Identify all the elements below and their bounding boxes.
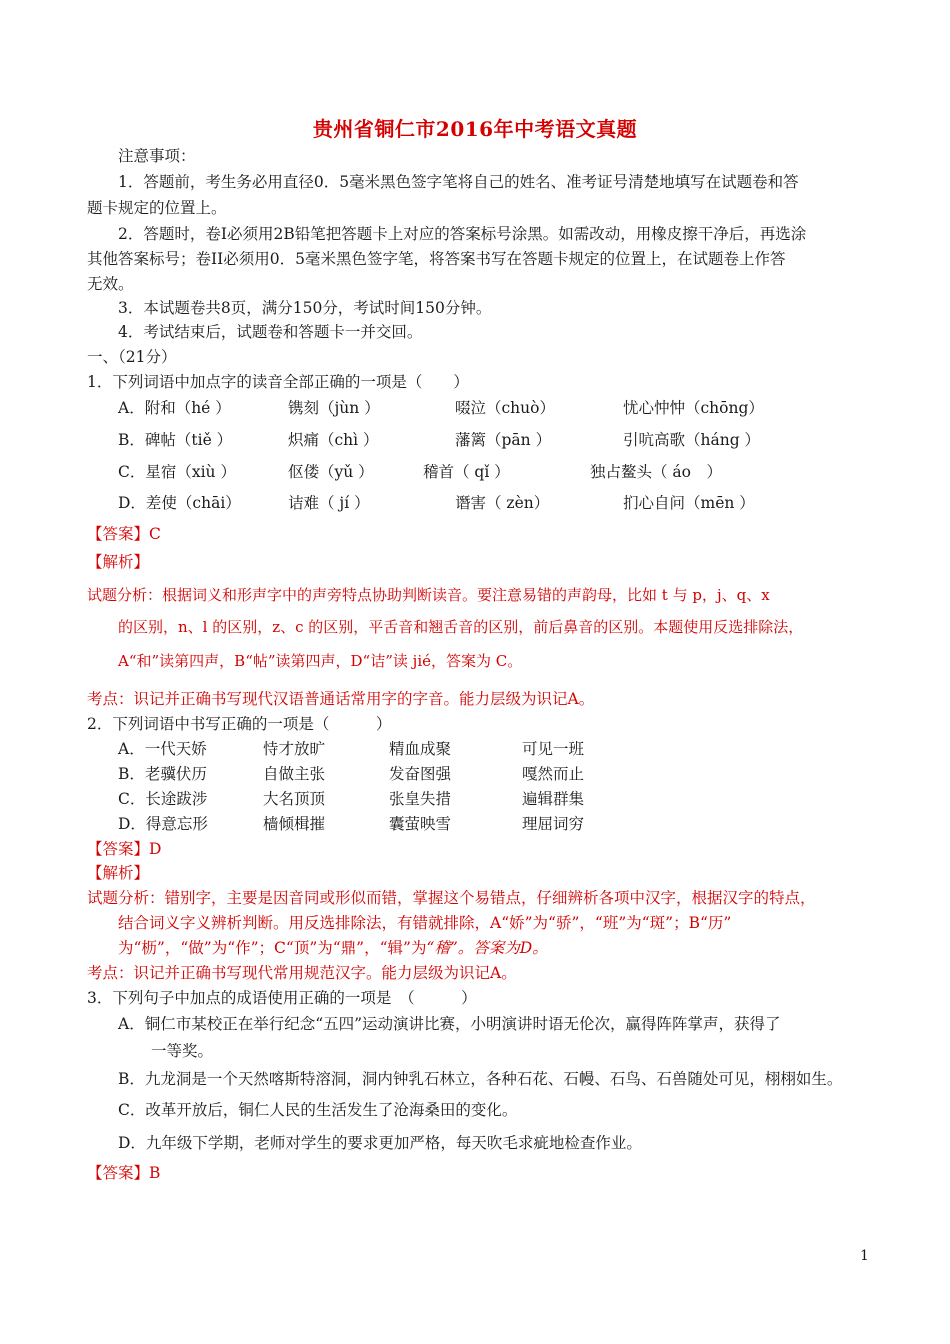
q2-option-d-1: D．得意忘形	[118, 815, 208, 833]
notice-item-2-line-3: 无效。	[87, 275, 134, 293]
q2-option-a-3: 精血成聚	[389, 740, 452, 758]
q2-kaodian: 考点：识记并正确书写现代常用规范汉字。能力层级为识记A。	[87, 964, 517, 982]
q2-option-d-2: 樯倾楫摧	[263, 815, 326, 833]
q2-option-a-1: A．一代天娇	[118, 740, 207, 758]
q1-option-c-2: 伛偻（yǔ ）	[288, 463, 374, 481]
q3-answer: 【答案】B	[87, 1164, 161, 1182]
notice-item-3: 3．本试题卷共8页，满分150分，考试时间150分钟。	[118, 299, 492, 317]
q2-analysis-line-1: 试题分析：错别字，主要是因音同或形似而错，掌握这个易错点，仔细辨析各项中汉字，根据汉字的特点，	[87, 889, 816, 907]
q3-option-b: B．九龙洞是一个天然喀斯特溶洞，洞内钟乳石林立，各种石花、石幔、石鸟、石兽随处可见，栩栩如生。	[118, 1070, 843, 1088]
q2-option-c-4: 遍辑群集	[522, 790, 585, 808]
q2-option-c-2: 大名顶顶	[263, 790, 326, 808]
q1-analysis-line-2: 的区别，n、l 的区别，z、c 的区别，平舌音和翘舌音的区别，前后鼻音的区别。本题使用反选排除法，	[118, 618, 804, 636]
q1-option-a-4: 忧心忡忡（chōng）	[623, 399, 764, 417]
q2-option-a-4: 可见一班	[522, 740, 585, 758]
question-1-stem: 1．下列词语中加点字的读音全部正确的一项是（ ）	[87, 373, 469, 391]
q1-option-b-4: 引吭高歌（háng ）	[623, 431, 761, 449]
q2-analysis-line-3a: 为“枥”，“做”为“作”；C“顶”为“鼎”，“辑”为	[118, 939, 427, 957]
question-3-stem: 3．下列句子中加点的成语使用正确的一项是 （ ）	[87, 989, 477, 1007]
question-2-stem: 2．下列词语中书写正确的一项是（ ）	[87, 715, 392, 733]
q1-option-a-3: 啜泣（chuò）	[455, 399, 555, 417]
q1-option-a-2: 镌刻（jùn ）	[288, 399, 380, 417]
section-heading-1: 一、（21分）	[87, 348, 177, 366]
q1-option-b-1: B．碑帖（tiě ）	[118, 431, 233, 449]
q1-option-a-1: A．附和（hé ）	[118, 399, 231, 417]
q1-option-d-3: 谮害（ zèn）	[455, 494, 550, 512]
q2-analysis-line-3	[118, 937, 548, 959]
q1-kaodian: 考点：识记并正确书写现代汉语普通话常用字的字音。能力层级为识记A。	[87, 690, 595, 708]
q2-analysis-line-2: 结合词义字义辨析判断。用反选排除法，有错就排除，A“娇”为“骄”，“班”为“斑”；B“历”	[118, 914, 732, 932]
q1-analysis-label: 【解析】	[87, 553, 150, 571]
notice-item-4: 4．考试结束后，试题卷和答题卡一并交回。	[118, 323, 423, 341]
q1-option-c-4: 独占鳌头（ áo ）	[590, 463, 723, 481]
notice-heading: 注意事项：	[118, 147, 196, 165]
q1-analysis-line-1: 试题分析：根据词义和形声字中的声旁特点协助判断读音。要注意易错的声韵母，比如 t 与 p，j、q、x	[87, 586, 770, 604]
q3-option-a-line-1: A．铜仁市某校正在举行纪念“五四”运动演讲比赛，小明演讲时语无伦次，赢得阵阵掌声，获得了	[118, 1015, 781, 1033]
q2-analysis-line-3b: “稽”。答案为D。	[426, 939, 548, 957]
page-title: 贵州省铜仁市2016年中考语文真题	[312, 117, 638, 141]
q2-option-a-2: 恃才放旷	[263, 740, 326, 758]
q2-option-d-3: 囊萤映雪	[389, 815, 452, 833]
q2-option-b-2: 自做主张	[263, 765, 326, 783]
notice-item-2-line-1: 2．答题时，卷I必须用2B铅笔把答题卡上对应的答案标号涂黑。如需改动，用橡皮擦干净后，再选涂	[118, 225, 807, 243]
q2-analysis-label: 【解析】	[87, 864, 150, 882]
notice-item-1-line-1: 1．答题前，考生务必用直径0．5毫米黑色签字笔将自己的姓名、准考证号清楚地填写在试题卷和答	[118, 173, 799, 191]
q3-option-d: D．九年级下学期，老师对学生的要求更加严格，每天吹毛求疵地检查作业。	[118, 1134, 642, 1152]
q1-analysis-line-3: A“和”读第四声，B“帖”读第四声，D“诘”读 jié，答案为 C。	[118, 652, 523, 670]
notice-item-2-line-2: 其他答案标号；卷II必须用0．5毫米黑色签字笔，将答案书写在答题卡规定的位置上，在试题卷上作答	[87, 250, 786, 268]
q3-option-c: C．改革开放后，铜仁人民的生活发生了沧海桑田的变化。	[118, 1101, 518, 1119]
q1-option-c-1: C．星宿（xiù ）	[118, 463, 236, 481]
q2-option-c-1: C．长途跋涉	[118, 790, 208, 808]
page-number: 1	[860, 1248, 869, 1264]
q1-option-d-1: D．差使（chāi）	[118, 494, 241, 512]
q2-option-c-3: 张皇失措	[389, 790, 452, 808]
notice-item-1-line-2: 题卡规定的位置上。	[87, 199, 227, 217]
q1-option-b-2: 炽痛（chì ）	[288, 431, 379, 449]
q2-option-b-4: 嘎然而止	[522, 765, 585, 783]
q1-option-d-2: 诘难（ jí ）	[288, 494, 370, 512]
q2-option-b-1: B．老骥伏历	[118, 765, 207, 783]
q1-option-d-4: 扪心自问（mēn ）	[623, 494, 755, 512]
q2-option-d-4: 理屈词穷	[522, 815, 585, 833]
q1-option-c-3: 稽首（ qǐ ）	[423, 463, 510, 481]
q1-answer: 【答案】C	[87, 525, 161, 543]
q3-option-a-line-2: 一等奖。	[151, 1042, 214, 1060]
q1-option-b-3: 藩篱（pān ）	[455, 431, 552, 449]
q2-option-b-3: 发奋图强	[389, 765, 452, 783]
q2-answer: 【答案】D	[87, 840, 162, 858]
